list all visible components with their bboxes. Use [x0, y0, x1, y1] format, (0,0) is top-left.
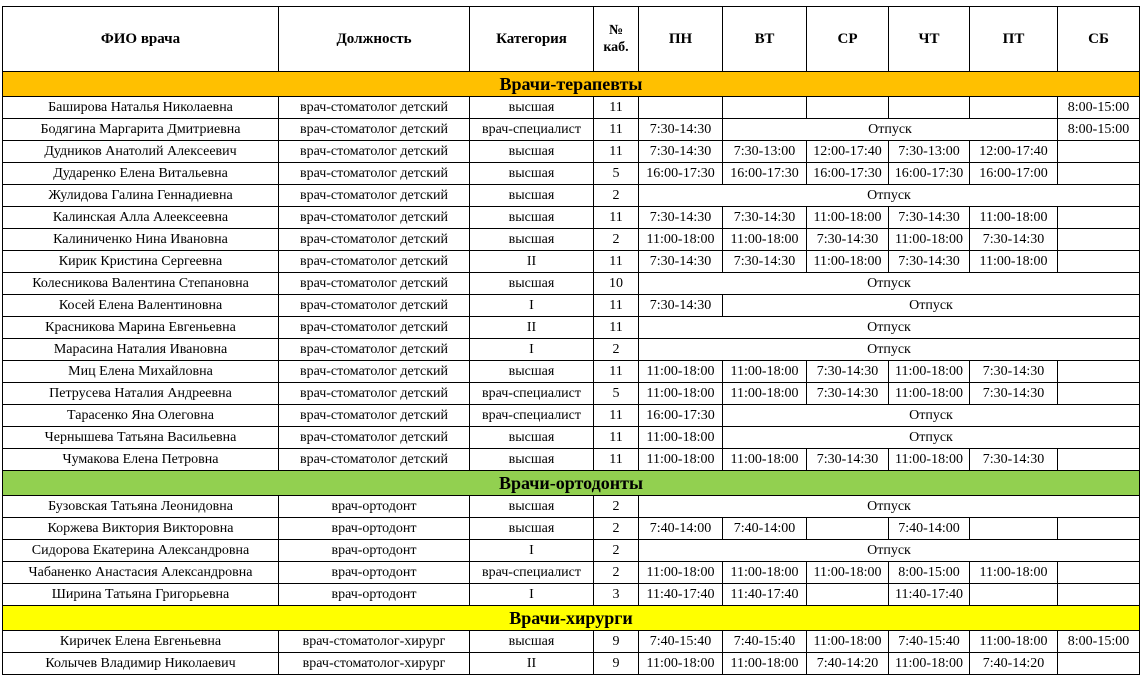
table-row	[3, 251, 1140, 273]
doctor-category: высшая	[470, 185, 594, 207]
doctor-category: I	[470, 584, 594, 606]
doctor-position: врач-стоматолог детский	[279, 295, 470, 317]
doctor-name: Миц Елена Михайловна	[3, 361, 279, 383]
table-row	[3, 273, 1140, 295]
vacation-cell: Отпуск	[639, 540, 1140, 562]
schedule-cell: 7:40-14:00	[639, 518, 723, 540]
schedule-cell: 11:00-18:00	[639, 562, 723, 584]
schedule-cell	[1058, 653, 1140, 675]
vacation-cell: Отпуск	[639, 273, 1140, 295]
doctor-position: врач-стоматолог детский	[279, 405, 470, 427]
schedule-cell	[1058, 141, 1140, 163]
schedule-cell: 11:00-18:00	[889, 383, 970, 405]
table-row	[3, 185, 1140, 207]
schedule-cell: 11:00-18:00	[807, 251, 889, 273]
schedule-cell	[1058, 518, 1140, 540]
schedule-cell: 11:00-18:00	[639, 449, 723, 471]
doctor-category: высшая	[470, 141, 594, 163]
table-row	[3, 317, 1140, 339]
doctor-position: врач-стоматолог детский	[279, 119, 470, 141]
schedule-cell: 8:00-15:00	[1058, 119, 1140, 141]
doctor-position: врач-стоматолог детский	[279, 163, 470, 185]
schedule-cell	[807, 584, 889, 606]
doctor-position: врач-ортодонт	[279, 540, 470, 562]
section-title: Врачи-хирурги	[3, 606, 1140, 631]
table-row	[3, 540, 1140, 562]
table-row	[3, 631, 1140, 653]
doctor-name: Чабаненко Анастасия Александровна	[3, 562, 279, 584]
doctor-room: 2	[594, 496, 639, 518]
section-header	[3, 606, 1140, 631]
doctor-position: врач-стоматолог детский	[279, 251, 470, 273]
schedule-cell: 11:00-18:00	[639, 229, 723, 251]
schedule-table	[2, 6, 1140, 675]
schedule-cell: 11:00-18:00	[889, 229, 970, 251]
schedule-cell: 7:30-14:30	[639, 207, 723, 229]
doctor-category: I	[470, 339, 594, 361]
doctor-position: врач-стоматолог детский	[279, 317, 470, 339]
doctor-room: 11	[594, 119, 639, 141]
doctor-room: 2	[594, 562, 639, 584]
doctor-position: врач-стоматолог детский	[279, 427, 470, 449]
schedule-cell	[970, 97, 1058, 119]
doctor-position: врач-ортодонт	[279, 584, 470, 606]
schedule-cell: 7:40-14:00	[723, 518, 807, 540]
schedule-cell: 7:30-14:30	[807, 229, 889, 251]
doctor-category: II	[470, 251, 594, 273]
schedule-cell	[889, 97, 970, 119]
doctor-category: высшая	[470, 97, 594, 119]
table-row	[3, 449, 1140, 471]
doctor-position: врач-ортодонт	[279, 496, 470, 518]
doctor-room: 2	[594, 540, 639, 562]
doctor-position: врач-стоматолог детский	[279, 273, 470, 295]
schedule-cell: 11:00-18:00	[970, 207, 1058, 229]
schedule-cell: 11:00-18:00	[639, 427, 723, 449]
schedule-cell	[970, 584, 1058, 606]
schedule-body	[3, 72, 1140, 675]
doctor-room: 2	[594, 518, 639, 540]
schedule-cell: 7:30-14:30	[970, 449, 1058, 471]
header-mon: ПН	[639, 7, 723, 72]
schedule-cell	[1058, 562, 1140, 584]
section-title: Врачи-терапевты	[3, 72, 1140, 97]
doctor-room: 11	[594, 251, 639, 273]
doctor-category: высшая	[470, 163, 594, 185]
schedule-cell: 11:00-18:00	[889, 361, 970, 383]
schedule-cell: 16:00-17:00	[970, 163, 1058, 185]
doctor-position: врач-стоматолог-хирург	[279, 631, 470, 653]
schedule-cell: 8:00-15:00	[1058, 631, 1140, 653]
table-row	[3, 119, 1140, 141]
header-row	[3, 7, 1140, 72]
doctor-category: высшая	[470, 496, 594, 518]
schedule-cell: 11:00-18:00	[807, 207, 889, 229]
schedule-cell: 11:00-18:00	[723, 653, 807, 675]
doctor-name: Петрусева Наталия Андреевна	[3, 383, 279, 405]
table-row	[3, 653, 1140, 675]
doctor-name: Жулидова Галина Геннадиевна	[3, 185, 279, 207]
doctor-category: I	[470, 540, 594, 562]
section-header	[3, 72, 1140, 97]
doctor-position: врач-стоматолог детский	[279, 141, 470, 163]
schedule-cell	[1058, 584, 1140, 606]
schedule-cell: 7:30-14:30	[807, 449, 889, 471]
table-row	[3, 584, 1140, 606]
doctor-category: II	[470, 317, 594, 339]
doctor-room: 10	[594, 273, 639, 295]
doctor-category: высшая	[470, 207, 594, 229]
schedule-cell: 7:30-14:30	[970, 383, 1058, 405]
schedule-cell	[723, 97, 807, 119]
doctor-name: Киричек Елена Евгеньевна	[3, 631, 279, 653]
doctor-category: I	[470, 295, 594, 317]
schedule-cell: 11:00-18:00	[639, 361, 723, 383]
table-row	[3, 562, 1140, 584]
table-row	[3, 361, 1140, 383]
header-thu: ЧТ	[889, 7, 970, 72]
table-row	[3, 163, 1140, 185]
vacation-cell: Отпуск	[723, 119, 1058, 141]
schedule-cell: 11:00-18:00	[889, 653, 970, 675]
schedule-cell	[1058, 163, 1140, 185]
doctor-room: 11	[594, 405, 639, 427]
doctor-room: 11	[594, 97, 639, 119]
schedule-cell: 11:40-17:40	[889, 584, 970, 606]
doctor-name: Сидорова Екатерина Александровна	[3, 540, 279, 562]
doctor-room: 9	[594, 653, 639, 675]
doctor-room: 9	[594, 631, 639, 653]
doctor-name: Дудников Анатолий Алексеевич	[3, 141, 279, 163]
table-row	[3, 427, 1140, 449]
doctor-room: 11	[594, 361, 639, 383]
doctor-room: 11	[594, 207, 639, 229]
doctor-name: Тарасенко Яна Олеговна	[3, 405, 279, 427]
doctor-name: Калиниченко Нина Ивановна	[3, 229, 279, 251]
doctor-position: врач-стоматолог детский	[279, 383, 470, 405]
doctor-name: Коржева Виктория Викторовна	[3, 518, 279, 540]
schedule-cell: 12:00-17:40	[807, 141, 889, 163]
schedule-cell	[970, 518, 1058, 540]
doctor-name: Колычев Владимир Николаевич	[3, 653, 279, 675]
schedule-container	[2, 6, 1139, 675]
doctor-category: высшая	[470, 518, 594, 540]
doctor-name: Бузовская Татьяна Леонидовна	[3, 496, 279, 518]
schedule-cell: 11:40-17:40	[639, 584, 723, 606]
doctor-category: врач-специалист	[470, 562, 594, 584]
doctor-category: врач-специалист	[470, 119, 594, 141]
schedule-cell: 11:00-18:00	[889, 449, 970, 471]
doctor-room: 2	[594, 229, 639, 251]
schedule-cell	[639, 97, 723, 119]
doctor-position: врач-ортодонт	[279, 518, 470, 540]
doctor-position: врач-стоматолог-хирург	[279, 653, 470, 675]
doctor-room: 5	[594, 163, 639, 185]
doctor-category: врач-специалист	[470, 383, 594, 405]
table-row	[3, 496, 1140, 518]
schedule-cell: 11:40-17:40	[723, 584, 807, 606]
schedule-cell: 11:00-18:00	[970, 562, 1058, 584]
schedule-cell: 11:00-18:00	[970, 251, 1058, 273]
section-header	[3, 471, 1140, 496]
schedule-cell: 11:00-18:00	[723, 229, 807, 251]
schedule-cell	[1058, 251, 1140, 273]
doctor-name: Марасина Наталия Ивановна	[3, 339, 279, 361]
schedule-cell: 16:00-17:30	[639, 405, 723, 427]
doctor-room: 2	[594, 185, 639, 207]
doctor-name: Чумакова Елена Петровна	[3, 449, 279, 471]
doctor-room: 5	[594, 383, 639, 405]
schedule-cell: 7:40-14:20	[970, 653, 1058, 675]
schedule-cell: 16:00-17:30	[807, 163, 889, 185]
schedule-cell: 7:30-14:30	[807, 361, 889, 383]
doctor-name: Баширова Наталья Николаевна	[3, 97, 279, 119]
table-row	[3, 295, 1140, 317]
doctor-name: Калинская Алла Алеексеевна	[3, 207, 279, 229]
doctor-room: 11	[594, 317, 639, 339]
table-row	[3, 383, 1140, 405]
doctor-room: 11	[594, 141, 639, 163]
vacation-cell: Отпуск	[723, 405, 1140, 427]
doctor-name: Ширина Татьяна Григорьевна	[3, 584, 279, 606]
header-sat: СБ	[1058, 7, 1140, 72]
schedule-cell: 7:40-15:40	[723, 631, 807, 653]
doctor-room: 11	[594, 449, 639, 471]
doctor-room: 2	[594, 339, 639, 361]
vacation-cell: Отпуск	[723, 295, 1140, 317]
schedule-cell	[1058, 229, 1140, 251]
doctor-name: Дударенко Елена Витальевна	[3, 163, 279, 185]
schedule-cell: 7:30-13:00	[723, 141, 807, 163]
schedule-cell: 11:00-18:00	[639, 653, 723, 675]
table-row	[3, 518, 1140, 540]
doctor-position: врач-ортодонт	[279, 562, 470, 584]
doctor-category: высшая	[470, 273, 594, 295]
schedule-cell: 7:30-14:30	[970, 229, 1058, 251]
vacation-cell: Отпуск	[639, 339, 1140, 361]
schedule-cell: 7:40-14:20	[807, 653, 889, 675]
schedule-cell	[1058, 449, 1140, 471]
header-wed: СР	[807, 7, 889, 72]
doctor-position: врач-стоматолог детский	[279, 339, 470, 361]
table-row	[3, 141, 1140, 163]
schedule-cell: 7:30-14:30	[970, 361, 1058, 383]
header-fri: ПТ	[970, 7, 1058, 72]
schedule-cell: 11:00-18:00	[639, 383, 723, 405]
schedule-cell	[807, 518, 889, 540]
schedule-cell: 7:30-14:30	[639, 251, 723, 273]
doctor-position: врач-стоматолог детский	[279, 229, 470, 251]
doctor-position: врач-стоматолог детский	[279, 361, 470, 383]
doctor-name: Бодягина Маргарита Дмитриевна	[3, 119, 279, 141]
vacation-cell: Отпуск	[723, 427, 1140, 449]
vacation-cell: Отпуск	[639, 185, 1140, 207]
doctor-category: высшая	[470, 229, 594, 251]
doctor-name: Кирик Кристина Сергеевна	[3, 251, 279, 273]
schedule-cell: 11:00-18:00	[807, 562, 889, 584]
header-fio: ФИО врача	[3, 7, 279, 72]
schedule-cell: 11:00-18:00	[807, 631, 889, 653]
doctor-category: высшая	[470, 631, 594, 653]
schedule-cell: 7:30-13:00	[889, 141, 970, 163]
schedule-cell: 7:30-14:30	[639, 119, 723, 141]
doctor-position: врач-стоматолог детский	[279, 207, 470, 229]
doctor-category: высшая	[470, 361, 594, 383]
doctor-category: высшая	[470, 427, 594, 449]
vacation-cell: Отпуск	[639, 317, 1140, 339]
schedule-cell: 7:30-14:30	[889, 207, 970, 229]
header-tue: ВТ	[723, 7, 807, 72]
schedule-cell: 7:30-14:30	[723, 251, 807, 273]
schedule-cell	[1058, 383, 1140, 405]
schedule-cell: 7:30-14:30	[889, 251, 970, 273]
schedule-cell	[1058, 207, 1140, 229]
schedule-cell: 7:40-14:00	[889, 518, 970, 540]
schedule-cell	[807, 97, 889, 119]
schedule-cell: 11:00-18:00	[723, 449, 807, 471]
doctor-category: высшая	[470, 449, 594, 471]
schedule-cell: 12:00-17:40	[970, 141, 1058, 163]
schedule-cell: 11:00-18:00	[970, 631, 1058, 653]
table-row	[3, 229, 1140, 251]
schedule-cell: 16:00-17:30	[723, 163, 807, 185]
schedule-cell: 7:30-14:30	[723, 207, 807, 229]
schedule-cell: 8:00-15:00	[889, 562, 970, 584]
schedule-cell: 16:00-17:30	[889, 163, 970, 185]
schedule-cell: 8:00-15:00	[1058, 97, 1140, 119]
doctor-category: врач-специалист	[470, 405, 594, 427]
header-category: Категория	[470, 7, 594, 72]
table-row	[3, 97, 1140, 119]
doctor-room: 11	[594, 295, 639, 317]
schedule-cell: 16:00-17:30	[639, 163, 723, 185]
schedule-cell	[1058, 361, 1140, 383]
doctor-name: Красникова Марина Евгеньевна	[3, 317, 279, 339]
schedule-cell: 7:30-14:30	[639, 141, 723, 163]
schedule-cell: 7:30-14:30	[639, 295, 723, 317]
table-row	[3, 207, 1140, 229]
doctor-position: врач-стоматолог детский	[279, 185, 470, 207]
doctor-name: Чернышева Татьяна Васильевна	[3, 427, 279, 449]
section-title: Врачи-ортодонты	[3, 471, 1140, 496]
header-room: № каб.	[594, 7, 639, 72]
schedule-cell: 7:30-14:30	[807, 383, 889, 405]
doctor-name: Косей Елена Валентиновна	[3, 295, 279, 317]
doctor-category: II	[470, 653, 594, 675]
header-position: Должность	[279, 7, 470, 72]
schedule-cell: 7:40-15:40	[889, 631, 970, 653]
table-row	[3, 405, 1140, 427]
doctor-name: Колесникова Валентина Степановна	[3, 273, 279, 295]
schedule-cell: 7:40-15:40	[639, 631, 723, 653]
doctor-room: 11	[594, 427, 639, 449]
doctor-position: врач-стоматолог детский	[279, 97, 470, 119]
schedule-cell: 11:00-18:00	[723, 383, 807, 405]
table-row	[3, 339, 1140, 361]
schedule-cell: 11:00-18:00	[723, 562, 807, 584]
schedule-cell: 11:00-18:00	[723, 361, 807, 383]
doctor-position: врач-стоматолог детский	[279, 449, 470, 471]
vacation-cell: Отпуск	[639, 496, 1140, 518]
doctor-room: 3	[594, 584, 639, 606]
